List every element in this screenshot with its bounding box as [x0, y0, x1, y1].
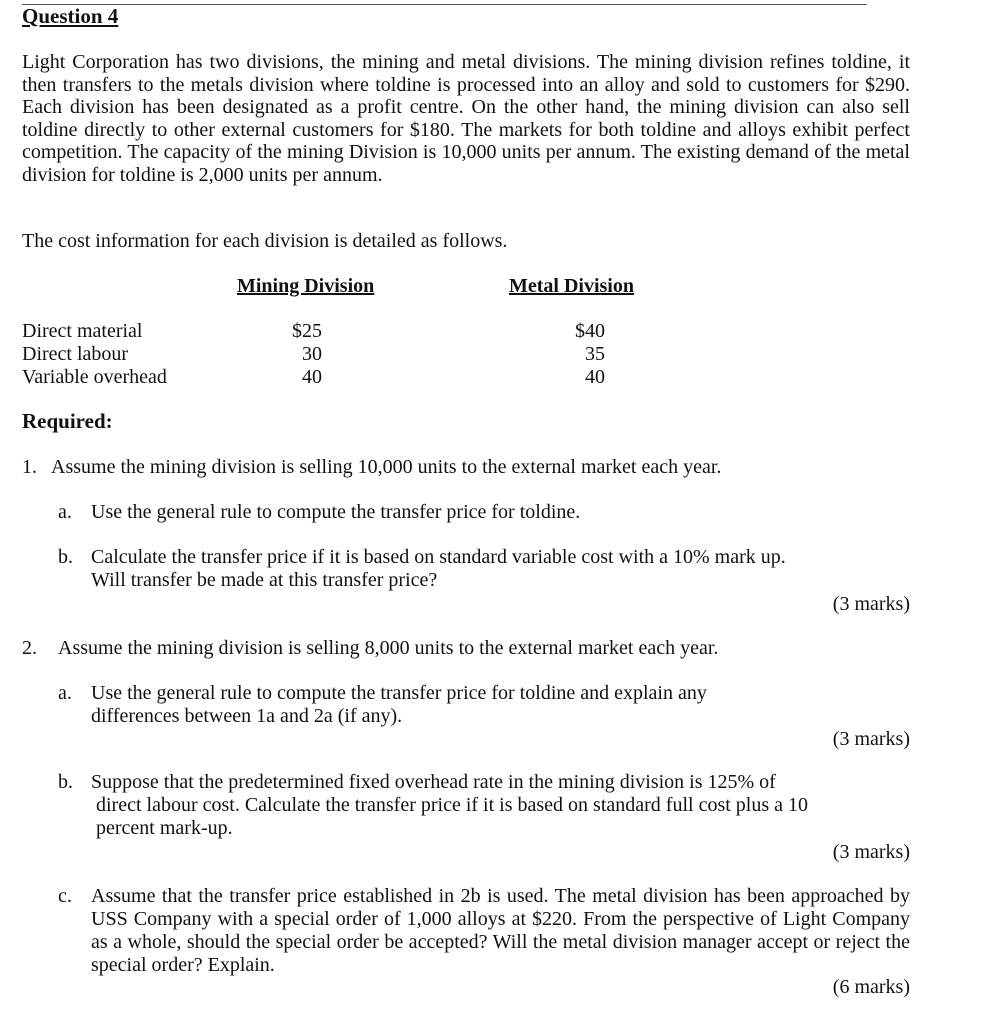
metal-variable-overhead: 40	[585, 366, 605, 388]
q1b-letter: b.	[58, 546, 73, 568]
q1b-line2: Will transfer be made at this transfer price?	[91, 569, 438, 591]
q2b-line2: direct labour cost. Calculate the transfer price if it is based on standard full cost plus a 10	[96, 794, 809, 816]
cost-intro-text: The cost information for each division is detailed as follows.	[22, 230, 508, 252]
q1-number: 1.	[22, 456, 37, 478]
question-intro-paragraph: Light Corporation has two divisions, the mining and metal divisions. The mining division refines toldine, it then transfers to the metals division where toldine is processed into an alloy and sold to customers for $290. Each division has been designated as a profit centre. On the other hand, the mining division can also sell toldine directly to other external customers for $180. The markets for both toldine and alloys exhibit perfect competition. The capacity of the mining Division is 10,000 units per annum. The existing demand of the metal division for toldine is 2,000 units per annum.	[22, 51, 910, 186]
q1-text: Assume the mining division is selling 10,000 units to the external market each year.	[51, 456, 722, 478]
q2a-line2: differences between 1a and 2a (if any).	[91, 705, 403, 727]
q1a-letter: a.	[58, 501, 72, 523]
q2c-letter: c.	[58, 885, 72, 907]
q2b-line3: percent mark-up.	[96, 817, 233, 839]
q2a-marks: (3 marks)	[832, 728, 910, 750]
metal-direct-labour: 35	[585, 343, 605, 365]
q2b-letter: b.	[58, 771, 73, 793]
row-label-direct-material: Direct material	[22, 320, 143, 342]
mining-direct-material: $25	[292, 320, 322, 342]
q2-text: Assume the mining division is selling 8,000 units to the external market each year.	[58, 637, 719, 659]
top-divider	[22, 4, 867, 5]
q2c-text: Assume that the transfer price established in 2b is used. The metal division has been approached by USS Company with a special order of 1,000 alloys at $220. From the perspective of Light Company as a whole, should the special order be accepted? Will the metal division manager accept or reject the special order? Explain.	[91, 885, 910, 976]
row-label-direct-labour: Direct labour	[22, 343, 129, 365]
q2-number: 2.	[22, 637, 37, 659]
cropped-next-line-fragment	[760, 1016, 940, 1022]
q2c-marks: (6 marks)	[832, 976, 910, 998]
metal-direct-material: $40	[575, 320, 605, 342]
metal-division-header: Metal Division	[509, 275, 634, 297]
q2a-letter: a.	[58, 682, 72, 704]
mining-division-header: Mining Division	[237, 275, 375, 297]
row-label-variable-overhead: Variable overhead	[22, 366, 167, 388]
q2a-line1: Use the general rule to compute the transfer price for toldine and explain any	[91, 682, 707, 704]
required-title: Required:	[22, 409, 113, 433]
mining-direct-labour: 30	[302, 343, 322, 365]
q2b-marks: (3 marks)	[832, 841, 910, 863]
q1b-line1: Calculate the transfer price if it is based on standard variable cost with a 10% mark up.	[91, 546, 786, 568]
q2b-line1: Suppose that the predetermined fixed overhead rate in the mining division is 125% of	[91, 771, 776, 793]
mining-variable-overhead: 40	[302, 366, 322, 388]
q1a-text: Use the general rule to compute the transfer price for toldine.	[91, 501, 581, 523]
question-heading: Question 4	[22, 4, 119, 28]
q1-marks: (3 marks)	[832, 593, 910, 615]
